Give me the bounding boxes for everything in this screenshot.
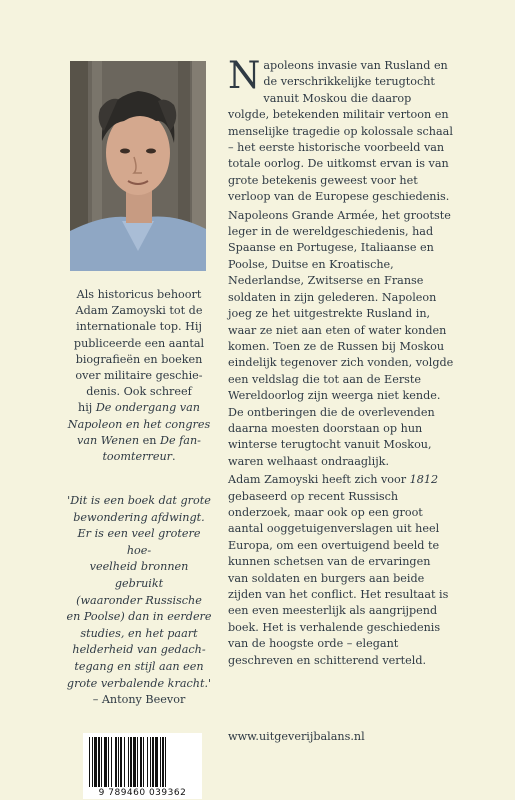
author-bio xyxy=(64,287,214,465)
barcode-bar xyxy=(98,737,100,787)
barcode-number: 9 789460 039362 xyxy=(83,788,202,798)
paragraph-text: Adam Zamoyski heeft zich voor xyxy=(228,473,410,487)
barcode-bar xyxy=(104,737,107,787)
barcode-bar xyxy=(140,737,142,787)
barcode-bar xyxy=(108,737,109,787)
quote-line: (waaronder Russische xyxy=(76,593,202,607)
bio-line xyxy=(64,417,214,433)
drop-cap: N xyxy=(228,54,261,97)
quote-line: veelheid bronnen gebruikt xyxy=(89,560,189,590)
book-title: De ondergang van xyxy=(95,401,200,415)
bio-line: Adam Zamoyski tot de xyxy=(75,304,203,318)
barcode-bar xyxy=(89,737,90,787)
barcode-bar xyxy=(94,737,97,787)
barcode-bar xyxy=(137,737,138,787)
book-title: De fan- xyxy=(160,433,201,447)
bio-text: hij xyxy=(78,401,96,415)
barcode-bar xyxy=(143,737,144,787)
paragraph-text: apoleons invasie van Rusland en de verschrikkelijke terugtocht vanuit Moskou die daarop volgde, betekenden militair vertoon en menselijke tragedie op kolossale schaal – het eerste historische voorbeeld van totale oorlog. De uitkomst ervan is van grote betekenis geweest voor het verloop van de Europese geschiedenis. xyxy=(228,59,453,204)
bio-line: Als historicus behoort xyxy=(76,288,202,301)
bio-text: . xyxy=(172,450,176,464)
isbn-barcode xyxy=(83,733,202,799)
bio-line: denis. Ook schreef xyxy=(86,385,192,399)
quote-line: tegang en stijl aan een xyxy=(74,659,204,673)
barcode-bar xyxy=(160,737,161,787)
bio-line xyxy=(64,449,214,465)
book-title: 1812 xyxy=(409,473,439,487)
quote-attribution: – Antony Beevor xyxy=(92,693,186,707)
quote-line: grote verbalende kracht.' xyxy=(66,676,212,690)
blurb-text xyxy=(228,54,454,671)
barcode-bar xyxy=(152,737,154,787)
bio-text: en xyxy=(139,433,160,447)
bio-line xyxy=(64,400,214,416)
barcode-bar xyxy=(147,737,148,787)
barcode-bar xyxy=(150,737,151,787)
barcode-bar xyxy=(162,737,164,787)
book-title: toomterreur xyxy=(102,450,172,464)
bio-line xyxy=(64,433,214,449)
publisher-website[interactable]: www.uitgeverijbalans.nl xyxy=(228,730,365,743)
barcode-bar xyxy=(111,737,112,787)
blurb-paragraph-3 xyxy=(228,472,454,669)
barcode-bar xyxy=(130,737,132,787)
quote-line: Er is een veel grotere hoe- xyxy=(77,527,201,557)
quote-line: 'Dit is een boek dat grote xyxy=(67,494,211,507)
blurb-paragraph-2: Napoleons Grande Armée, het grootste leger in de wereldgeschiedenis, had Spaanse en Portugese, Italiaanse en Poolse, Duitse en Kroatische, Nederlandse, Zwitserse en Franse soldaten in zijn gelederen. Napoleon joeg ze het uitgestrekte Rusland in, waar ze niet aan eten of water konden komen. Toen ze de Russen bij Moskou eindelijk tegenover zich vonden, volgde een veldslag die tot aan de Eerste Wereldoorlog zijn weerga niet kende. De ontberingen die de overlevenden daarna moesten doorstaan op hun winterse terugtocht vanuit Moskou, waren welhaast ondraaglijk. xyxy=(228,208,454,468)
barcode-bar xyxy=(118,737,119,787)
author-photo xyxy=(70,61,206,271)
quote-line: bewondering afdwingt. xyxy=(73,510,205,524)
barcode-bar xyxy=(120,737,122,787)
review-quote xyxy=(64,493,214,709)
bio-line: biografieën en boeken xyxy=(75,352,203,366)
barcode-bar xyxy=(92,737,93,787)
barcode-bar xyxy=(133,737,136,787)
barcode-bar xyxy=(101,737,102,787)
barcode-bar xyxy=(124,737,125,787)
barcode-bar xyxy=(155,737,158,787)
blurb-paragraph-1 xyxy=(228,54,454,206)
quote-line: helderheid van gedach- xyxy=(72,643,206,657)
quote-line: en Poolse) dan in eerdere xyxy=(66,610,212,624)
bio-line: over militaire geschie- xyxy=(75,369,203,383)
barcode-bar xyxy=(128,737,129,787)
book-title: van Wenen xyxy=(77,433,140,447)
paragraph-text: gebaseerd op recent Russisch onderzoek, maar ook op een groot aantal ooggetuigenverslagen uit heel Europa, om een overtuigend beeld te kunnen schetsen van de ervaringen van soldaten en burgers aan beide zijden van het conflict. Het resultaat is een even meesterlijk als aangrijpend boek. Het is verhalende geschiedenis van de hoogste orde – elegant geschreven en schitterend verteld. xyxy=(228,489,449,667)
quote-line: studies, en het paart xyxy=(80,626,198,640)
barcode-bar xyxy=(165,737,166,787)
book-title: Napoleon en het congres xyxy=(67,417,211,431)
barcode-bar xyxy=(115,737,117,787)
bio-line: internationale top. Hij xyxy=(76,320,202,334)
bio-line: publiceerde een aantal xyxy=(73,336,205,350)
